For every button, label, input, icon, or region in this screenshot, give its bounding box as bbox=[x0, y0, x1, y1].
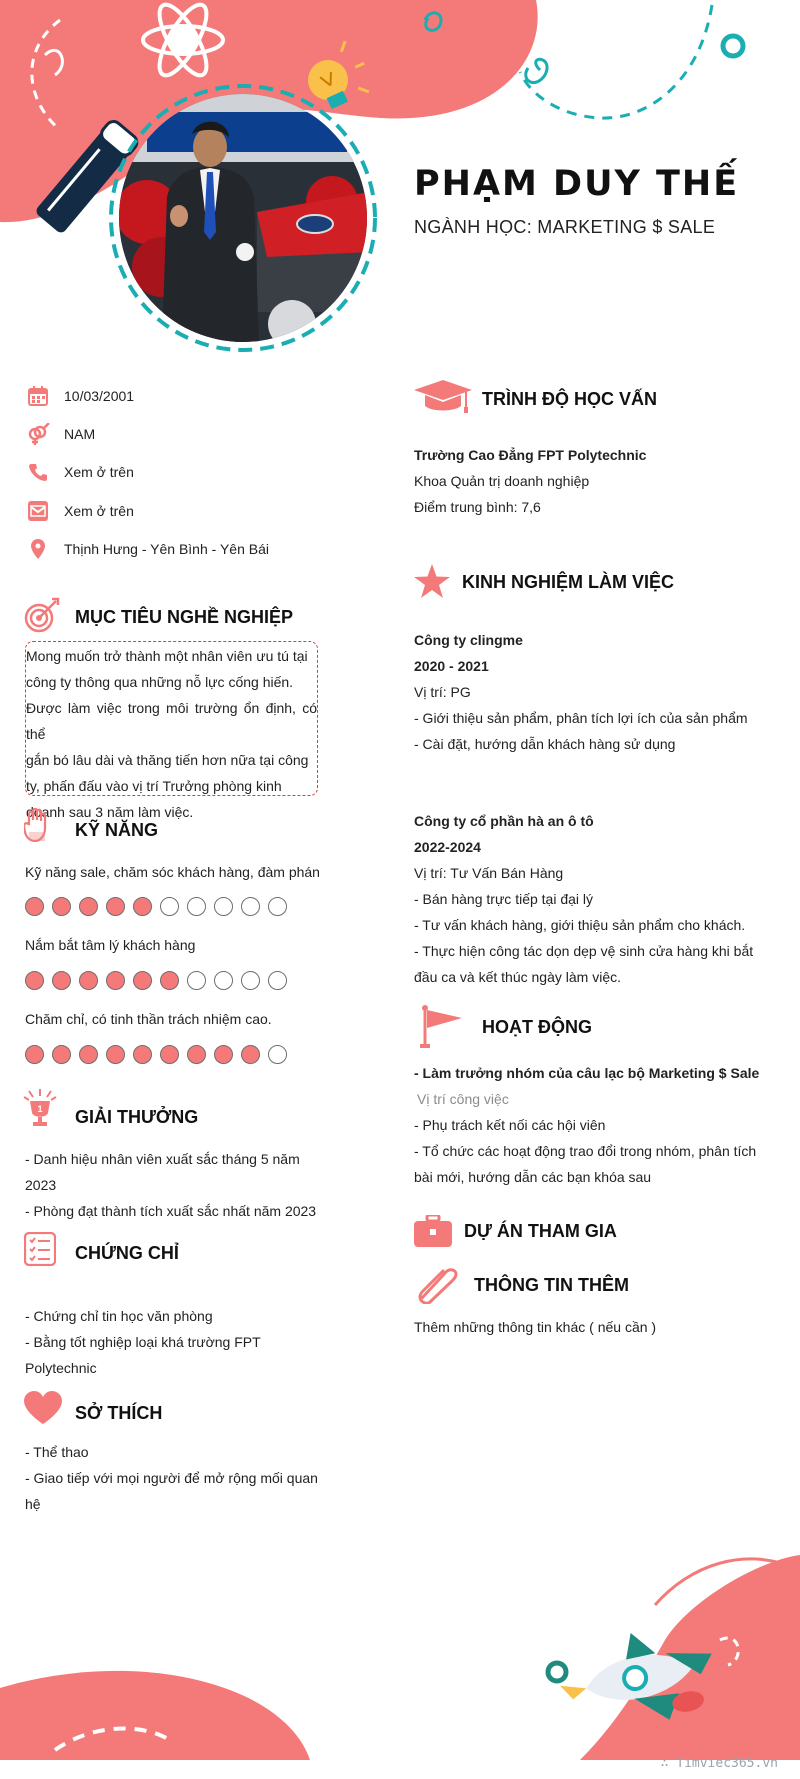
phone-icon bbox=[26, 460, 50, 484]
rating-dot-filled bbox=[133, 1045, 152, 1064]
rating-dot-filled bbox=[52, 897, 71, 916]
job-duty: - Tư vấn khách hàng, giới thiệu sản phẩm cho khách. bbox=[414, 917, 746, 933]
phone-value: Xem ở trên bbox=[64, 464, 134, 480]
rating-dot-filled bbox=[79, 897, 98, 916]
graduation-cap-icon bbox=[414, 380, 472, 414]
profile-photo bbox=[117, 92, 369, 344]
education-faculty: Khoa Quản trị doanh nghiệp bbox=[414, 473, 590, 489]
career-goal-title: MỤC TIÊU NGHỀ NGHIỆP bbox=[75, 607, 294, 627]
career-goal-line: doanh sau 3 năm làm việc. bbox=[26, 804, 194, 820]
gender-value: NAM bbox=[64, 426, 96, 442]
rating-dot-empty bbox=[268, 1045, 287, 1064]
job-duty: đầu ca và kết thúc ngày làm việc. bbox=[414, 969, 621, 985]
address-value: Thịnh Hưng - Yên Bình - Yên Bái bbox=[64, 541, 269, 557]
activity-role: - Làm trưởng nhóm của câu lạc bộ Marketing $ Sale bbox=[414, 1065, 760, 1081]
briefcase-icon bbox=[414, 1215, 452, 1247]
award-line: 2023 bbox=[25, 1177, 57, 1193]
info-email bbox=[26, 499, 134, 523]
hobby-line: - Thể thao bbox=[25, 1444, 89, 1460]
rating-dot-filled bbox=[79, 971, 98, 990]
skill-label: Chăm chỉ, có tinh thần trách nhiệm cao. bbox=[25, 1011, 272, 1027]
education-title: TRÌNH ĐỘ HỌC VẤN bbox=[482, 389, 657, 409]
rating-dot-empty bbox=[241, 897, 260, 916]
job-company: Công ty clingme bbox=[414, 632, 523, 648]
rating-dot-filled bbox=[241, 1045, 260, 1064]
rating-dot-filled bbox=[25, 897, 44, 916]
rating-dot-filled bbox=[160, 971, 179, 990]
rating-dot-filled bbox=[79, 1045, 98, 1064]
career-goal-box bbox=[25, 641, 318, 820]
education-gpa: Điểm trung bình: 7,6 bbox=[414, 499, 541, 515]
rating-dot-filled bbox=[187, 1045, 206, 1064]
job-duty: - Thực hiện công tác dọn dẹp vệ sinh cửa hàng khi bắt bbox=[414, 943, 754, 959]
rating-dot-filled bbox=[52, 1045, 71, 1064]
info-phone bbox=[26, 460, 134, 484]
hobbies-list bbox=[25, 1439, 318, 1517]
activity-line: - Phụ trách kết nối các hội viên bbox=[414, 1117, 606, 1133]
rating-dot-empty bbox=[268, 971, 287, 990]
career-goal-line: Mong muốn trở thành một nhân viên ưu tú tại bbox=[26, 648, 308, 664]
rating-dot-empty bbox=[214, 897, 233, 916]
rating-dot-filled bbox=[214, 1045, 233, 1064]
info-birthdate bbox=[26, 384, 134, 408]
job-position: Vị trí: Tư Vấn Bán Hàng bbox=[414, 865, 564, 881]
career-goal-line: gắn bó lâu dài và thăng tiến hơn nữa tại công bbox=[26, 752, 309, 768]
education-school: Trường Cao Đẳng FPT Polytechnic bbox=[414, 447, 647, 463]
job-duty: - Giới thiệu sản phẩm, phân tích lợi ích của sản phẩm bbox=[414, 710, 748, 726]
job-duty: - Cài đặt, hướng dẫn khách hàng sử dụng bbox=[414, 736, 676, 752]
rating-dot-empty bbox=[187, 971, 206, 990]
email-icon bbox=[26, 499, 50, 523]
activities-block bbox=[414, 1060, 774, 1190]
calendar-icon bbox=[26, 384, 50, 408]
gender-icon bbox=[26, 422, 50, 446]
certificates-list bbox=[25, 1303, 318, 1381]
star-icon bbox=[414, 564, 450, 598]
activity-line: - Tổ chức các hoạt động trao đổi trong nhóm, phân tích bbox=[414, 1143, 757, 1159]
info-address bbox=[26, 537, 269, 561]
rating-dot-filled bbox=[25, 1045, 44, 1064]
rating-dot-empty bbox=[187, 897, 206, 916]
award-line: - Phòng đạt thành tích xuất sắc nhất năm 2023 bbox=[25, 1203, 317, 1219]
job-entry bbox=[414, 627, 774, 757]
candidate-name: PHẠM DUY THẾ bbox=[414, 164, 740, 204]
job-position: Vị trí: PG bbox=[414, 684, 471, 700]
checklist-icon bbox=[24, 1232, 56, 1266]
paperclip-icon bbox=[416, 1264, 460, 1304]
teal-ring-bottom bbox=[548, 1663, 566, 1681]
heart-icon bbox=[24, 1391, 62, 1425]
education-block bbox=[414, 442, 774, 520]
rating-dot-filled bbox=[52, 971, 71, 990]
teal-ring bbox=[723, 36, 743, 56]
rating-dot-filled bbox=[133, 897, 152, 916]
rating-dot-filled bbox=[106, 1045, 125, 1064]
rating-dot-filled bbox=[106, 971, 125, 990]
hand-icon bbox=[24, 808, 50, 842]
skill-rating bbox=[25, 897, 287, 916]
rating-dot-filled bbox=[25, 971, 44, 990]
site-watermark: ∴ Timviec365.vn bbox=[660, 1756, 778, 1771]
projects-title: DỰ ÁN THAM GIA bbox=[464, 1221, 617, 1241]
career-goal-line: ty, phấn đấu vào vị trí Trưởng phòng kinh bbox=[26, 778, 282, 794]
rating-dot-filled bbox=[160, 1045, 179, 1064]
skill-rating bbox=[25, 1045, 287, 1064]
activities-title: HOẠT ĐỘNG bbox=[482, 1017, 592, 1037]
job-period: 2020 - 2021 bbox=[414, 658, 489, 674]
job-period: 2022-2024 bbox=[414, 839, 481, 855]
certificate-line: - Chứng chỉ tin học văn phòng bbox=[25, 1308, 213, 1324]
activity-line: bài mới, hướng dẫn các bạn khóa sau bbox=[414, 1169, 652, 1185]
hobbies-title: SỞ THÍCH bbox=[75, 1403, 163, 1423]
birthdate-value: 10/03/2001 bbox=[64, 388, 135, 404]
target-icon bbox=[24, 597, 60, 633]
career-goal-line: công ty thông qua những nỗ lực cống hiến. bbox=[26, 674, 294, 690]
certificates-title: CHỨNG CHỈ bbox=[75, 1243, 179, 1263]
svg-text:1: 1 bbox=[37, 1104, 43, 1114]
trophy-icon bbox=[22, 1087, 58, 1129]
rating-dot-empty bbox=[214, 971, 233, 990]
job-company: Công ty cổ phần hà an ô tô bbox=[414, 813, 594, 829]
location-pin-icon bbox=[26, 537, 50, 561]
rating-dot-empty bbox=[160, 897, 179, 916]
job-entry bbox=[414, 808, 774, 990]
rating-dot-empty bbox=[268, 897, 287, 916]
awards-title: GIẢI THƯỞNG bbox=[75, 1107, 199, 1127]
rating-dot-filled bbox=[133, 971, 152, 990]
info-gender bbox=[26, 422, 95, 446]
extra-text: Thêm những thông tin khác ( nếu cần ) bbox=[414, 1319, 657, 1335]
rating-dot-filled bbox=[106, 897, 125, 916]
bottom-left-blob bbox=[0, 1671, 310, 1760]
email-value: Xem ở trên bbox=[64, 503, 134, 519]
certificate-line: Polytechnic bbox=[25, 1360, 97, 1376]
experience-title: KINH NGHIỆM LÀM VIỆC bbox=[462, 572, 675, 592]
job-duty: - Bán hàng trực tiếp tại đại lý bbox=[414, 891, 594, 907]
skills-title: KỸ NĂNG bbox=[75, 820, 159, 840]
hobby-line: hệ bbox=[25, 1496, 41, 1512]
activity-position-placeholder: Vị trí công việc bbox=[417, 1091, 509, 1107]
certificate-line: - Bằng tốt nghiệp loại khá trường FPT bbox=[25, 1334, 261, 1350]
career-goal-line: Được làm việc trong môi trường ổn định, có thể bbox=[26, 700, 317, 742]
flag-icon bbox=[420, 1004, 464, 1050]
rating-dot-empty bbox=[241, 971, 260, 990]
skill-label: Nắm bắt tâm lý khách hàng bbox=[25, 937, 196, 953]
skill-rating bbox=[25, 971, 287, 990]
awards-list bbox=[25, 1146, 318, 1224]
award-line: - Danh hiệu nhân viên xuất sắc tháng 5 năm bbox=[25, 1151, 300, 1167]
extra-title: THÔNG TIN THÊM bbox=[474, 1275, 629, 1295]
candidate-major: NGÀNH HỌC: MARKETING $ SALE bbox=[414, 217, 716, 237]
hobby-line: - Giao tiếp với mọi người để mở rộng mối quan bbox=[25, 1470, 318, 1486]
skill-label: Kỹ năng sale, chăm sóc khách hàng, đàm phán bbox=[25, 864, 320, 880]
